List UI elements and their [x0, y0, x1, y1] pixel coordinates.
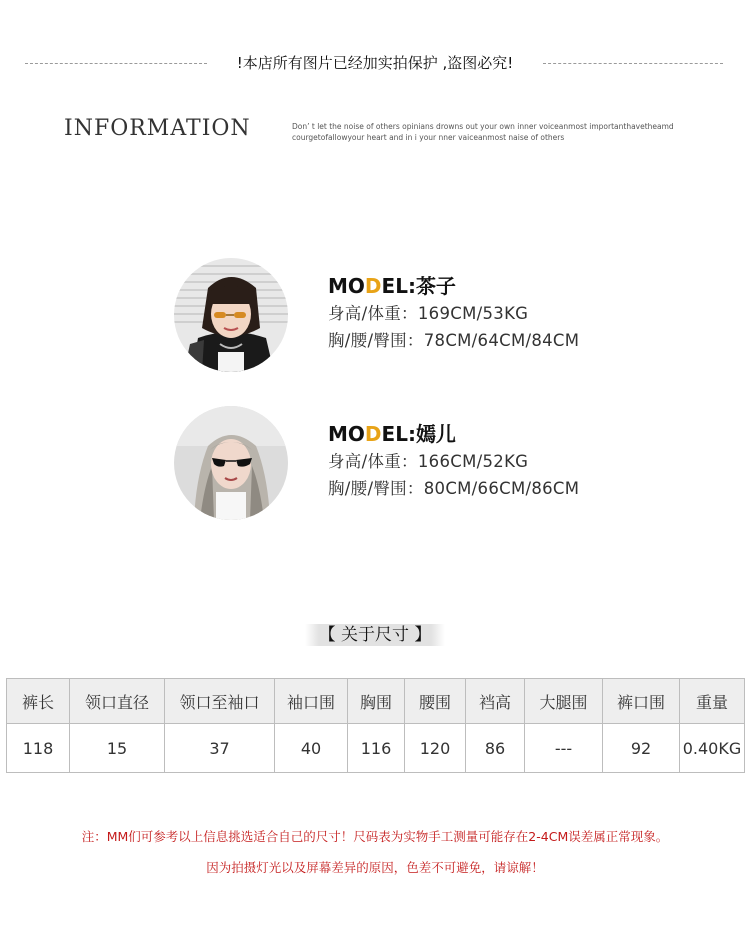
footer-note-1: 注：MM们可参考以上信息挑选适合自己的尺寸！尺码表为实物手工测量可能存在2-4CM误差属正常现象。	[81, 829, 669, 844]
header-waist: 腰围	[405, 679, 466, 724]
size-section-title-text: 【 关于尺寸 】	[305, 624, 446, 646]
header-thigh: 大腿围	[525, 679, 603, 724]
model-card-2	[174, 406, 734, 522]
header-cuff: 袖口围	[275, 679, 348, 724]
cell-neck-diameter: 15	[70, 724, 165, 773]
footer-note-2: 因为拍摄灯光以及屏幕差异的原因，色差不可避免，请谅解！	[206, 860, 544, 875]
header-neck-to-cuff: 领口至袖口	[165, 679, 275, 724]
model-card-1	[174, 258, 734, 374]
cell-rise: 86	[466, 724, 525, 773]
model-measurements-2: 胸/腰/臀围：80CM/66CM/86CM	[328, 479, 580, 498]
model-info-2	[328, 420, 579, 502]
model-measurements-1: 胸/腰/臀围：78CM/64CM/84CM	[328, 331, 580, 350]
cell-chest: 116	[348, 724, 405, 773]
header-hem: 裤口围	[603, 679, 680, 724]
model-photo-1	[174, 258, 288, 372]
cell-weight: 0.40KG	[680, 724, 745, 773]
model-name-2: MODEL:嫣儿	[328, 422, 456, 446]
info-description: Don’ t let the noise of others opinians drowns out your own inner voiceanmost importanthavetheamd courgetofallowyour heart and in i your nner vaiceanmost naise of others	[292, 122, 674, 142]
size-table-header-row	[7, 679, 745, 724]
cell-neck-to-cuff: 37	[165, 724, 275, 773]
header-weight: 重量	[680, 679, 745, 724]
info-title: INFORMATION	[64, 116, 251, 141]
cell-thigh: ---	[525, 724, 603, 773]
cell-hem: 92	[603, 724, 680, 773]
cell-cuff: 40	[275, 724, 348, 773]
header-neck-diameter: 领口直径	[70, 679, 165, 724]
model-height-weight-2: 身高/体重：166CM/52KG	[328, 452, 529, 471]
model-height-weight-1: 身高/体重：169CM/53KG	[328, 304, 529, 323]
divider-left	[25, 63, 207, 64]
model-photo-1-image	[174, 258, 288, 372]
divider-right	[543, 63, 723, 64]
notice-text: !本店所有图片已经加实拍保护 ,盗图必究!	[236, 54, 514, 72]
size-table	[6, 678, 745, 773]
model-name-1: MODEL:茶子	[328, 274, 456, 298]
size-section-title	[0, 624, 750, 646]
model-info-1	[328, 272, 579, 354]
header-rise: 裆高	[466, 679, 525, 724]
table-row	[7, 724, 745, 773]
header-pants-length: 裤长	[7, 679, 70, 724]
model-photo-2	[174, 406, 288, 520]
copyright-notice	[0, 52, 750, 74]
cell-waist: 120	[405, 724, 466, 773]
cell-pants-length: 118	[7, 724, 70, 773]
header-chest: 胸围	[348, 679, 405, 724]
model-photo-2-image	[174, 406, 288, 520]
